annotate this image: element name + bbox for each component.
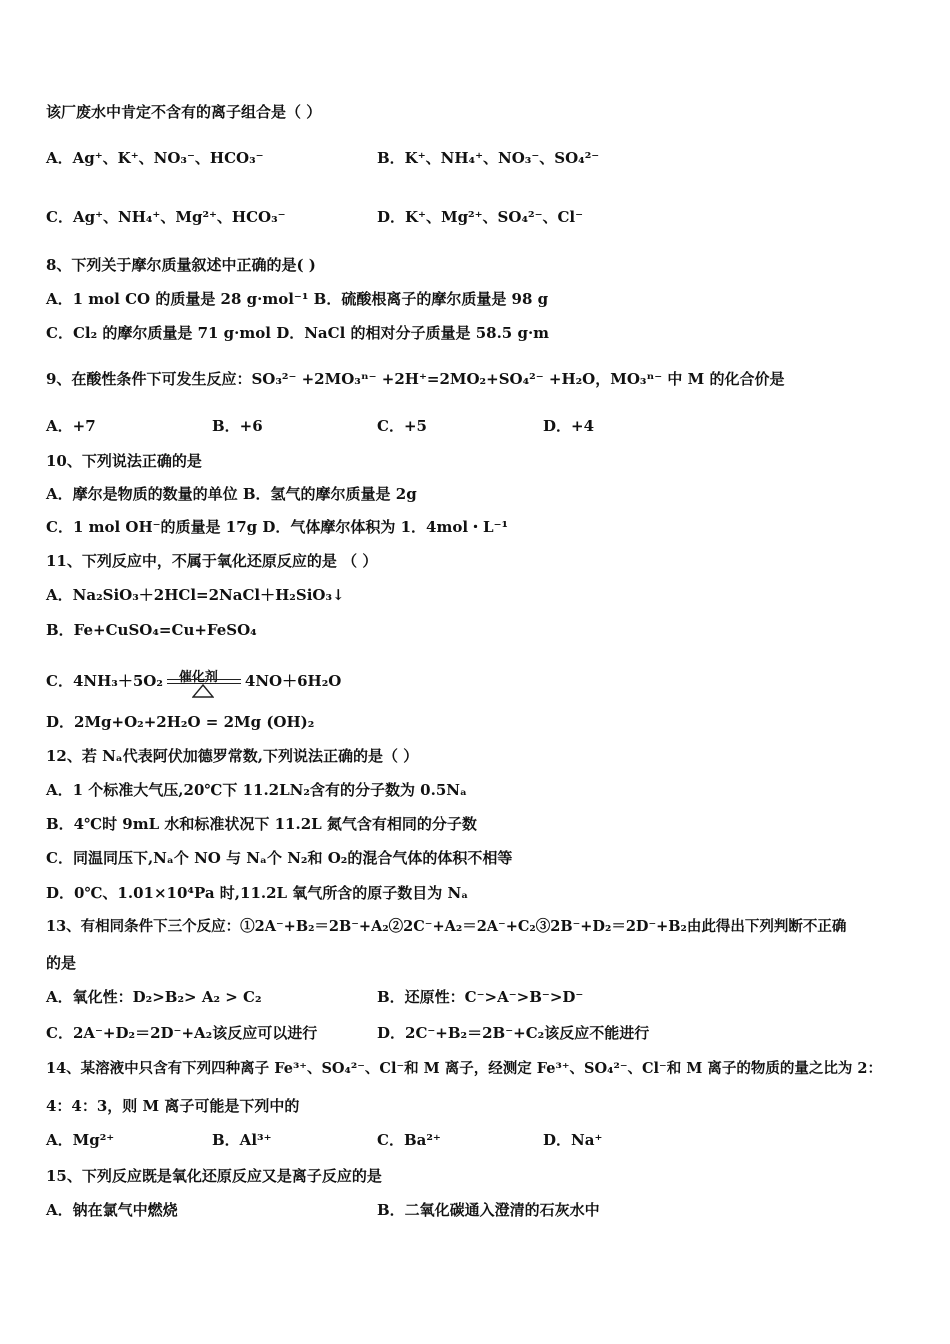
q13-stem-line1: 13、有相同条件下三个反应：①2A⁻+B₂＝2B⁻+A₂②2C⁻+A₂＝2A⁻+C₂③2B⁻+D₂＝2D⁻+B₂由此得出下列判断不正确 <box>46 918 847 935</box>
q12-option-d: D．0℃、1.01×10⁴Pa 时,11.2L 氧气所含的原子数目为 Nₐ <box>46 884 469 902</box>
q15-option-b: B．二氧化碳通入澄清的石灰水中 <box>377 1201 600 1219</box>
q12-option-a: A．1 个标准大气压,20℃下 11.2LN₂含有的分子数为 0.5Nₐ <box>46 781 467 799</box>
q12-option-c: C．同温同压下,Nₐ个 NO 与 Nₐ个 N₂和 O₂的混合气体的体积不相等 <box>46 849 513 867</box>
q13-options-row1 <box>46 987 906 1007</box>
prev-option-c: C．Ag⁺、NH₄⁺、Mg²⁺、HCO₃⁻ <box>46 208 286 226</box>
q13-option-c: C．2A⁻+D₂＝2D⁻+A₂该反应可以进行 <box>46 1024 318 1042</box>
q9-option-b: B．+6 <box>212 417 263 435</box>
q11-option-c-left: C．4NH₃＋5O₂ <box>46 672 163 690</box>
q8-stem: 8、下列关于摩尔质量叙述中正确的是( ) <box>46 256 316 274</box>
q10-stem: 10、下列说法正确的是 <box>46 452 202 470</box>
prev-option-b: B．K⁺、NH₄⁺、NO₃⁻、SO₄²⁻ <box>377 149 600 167</box>
q11-option-d: D．2Mg+O₂+2H₂O = 2Mg (OH)₂ <box>46 713 315 731</box>
q14-stem-line2: 4：4：3，则 M 离子可能是下列中的 <box>46 1097 300 1115</box>
prev-options-row1 <box>46 148 906 168</box>
catalyst-heat-arrow <box>167 665 241 699</box>
q15-stem: 15、下列反应既是氧化还原反应又是离子反应的是 <box>46 1167 382 1185</box>
catalyst-label: 催化剂 <box>178 670 218 685</box>
q9-option-d: D．+4 <box>543 417 595 435</box>
q13-option-b: B．还原性：C⁻>A⁻>B⁻>D⁻ <box>377 988 584 1006</box>
q11-option-b: B．Fe+CuSO₄=Cu+FeSO₄ <box>46 621 257 639</box>
q14-option-d: D．Na⁺ <box>543 1131 603 1149</box>
prev-option-a: A．Ag⁺、K⁺、NO₃⁻、HCO₃⁻ <box>46 149 264 167</box>
q9-stem: 9、在酸性条件下可发生反应：SO₃²⁻ +2MO₃ⁿ⁻ +2H⁺=2MO₂+SO₄²⁻ +H₂O，MO₃ⁿ⁻ 中 M 的化合价是 <box>46 370 785 388</box>
q14-option-a: A．Mg²⁺ <box>46 1131 115 1149</box>
q12-stem: 12、若 Nₐ代表阿伏加德罗常数,下列说法正确的是（ ） <box>46 747 419 765</box>
q14-option-c: C．Ba²⁺ <box>377 1131 441 1149</box>
prev-options-row2 <box>46 207 906 227</box>
q11-stem: 11、下列反应中，不属于氧化还原反应的是 （ ） <box>46 552 378 570</box>
q11-option-c-right: 4NO＋6H₂O <box>244 672 342 690</box>
q14-option-b: B．Al³⁺ <box>212 1131 272 1149</box>
q13-option-d: D．2C⁻+B₂＝2B⁻+C₂该反应不能进行 <box>377 1024 650 1042</box>
q15-options <box>46 1200 906 1220</box>
q13-stem-line2: 的是 <box>46 954 77 972</box>
q14-options <box>46 1130 906 1150</box>
q15-option-a: A．钠在氯气中燃烧 <box>46 1201 178 1219</box>
q14-stem-line1: 14、某溶液中只含有下列四种离子 Fe³⁺、SO₄²⁻、Cl⁻和 M 离子，经测定 Fe³⁺、SO₄²⁻、Cl⁻和 M 离子的物质的量之比为 2： <box>46 1060 882 1077</box>
q8-options-cd: C．Cl₂ 的摩尔质量是 71 g·mol D．NaCl 的相对分子质量是 58.5 g·m <box>46 324 550 342</box>
q13-option-a: A．氧化性：D₂>B₂> A₂ > C₂ <box>46 988 262 1006</box>
intro-text: 该厂废水中肯定不含有的离子组合是（ ） <box>46 103 322 121</box>
q10-options-ab: A．摩尔是物质的数量的单位 B．氢气的摩尔质量是 2g <box>46 485 417 503</box>
q9-option-a: A．+7 <box>46 417 96 435</box>
q12-option-b: B．4℃时 9mL 水和标准状况下 11.2L 氮气含有相同的分子数 <box>46 815 477 833</box>
q9-options <box>46 416 906 436</box>
q8-options-ab: A．1 mol CO 的质量是 28 g·mol⁻¹ B．硫酸根离子的摩尔质量是 98 g <box>46 290 549 308</box>
q11-option-a: A．Na₂SiO₃＋2HCl=2NaCl＋H₂SiO₃↓ <box>46 586 345 604</box>
q10-options-cd: C．1 mol OH⁻的质量是 17g D．气体摩尔体积为 1．4mol・L⁻¹ <box>46 518 509 536</box>
arrow-bar-top <box>167 679 241 680</box>
prev-option-d: D．K⁺、Mg²⁺、SO₄²⁻、Cl⁻ <box>377 208 584 226</box>
heat-triangle-icon <box>192 684 214 698</box>
q13-options-row2 <box>46 1023 906 1043</box>
q9-option-c: C．+5 <box>377 417 427 435</box>
q11-option-c <box>46 664 341 698</box>
